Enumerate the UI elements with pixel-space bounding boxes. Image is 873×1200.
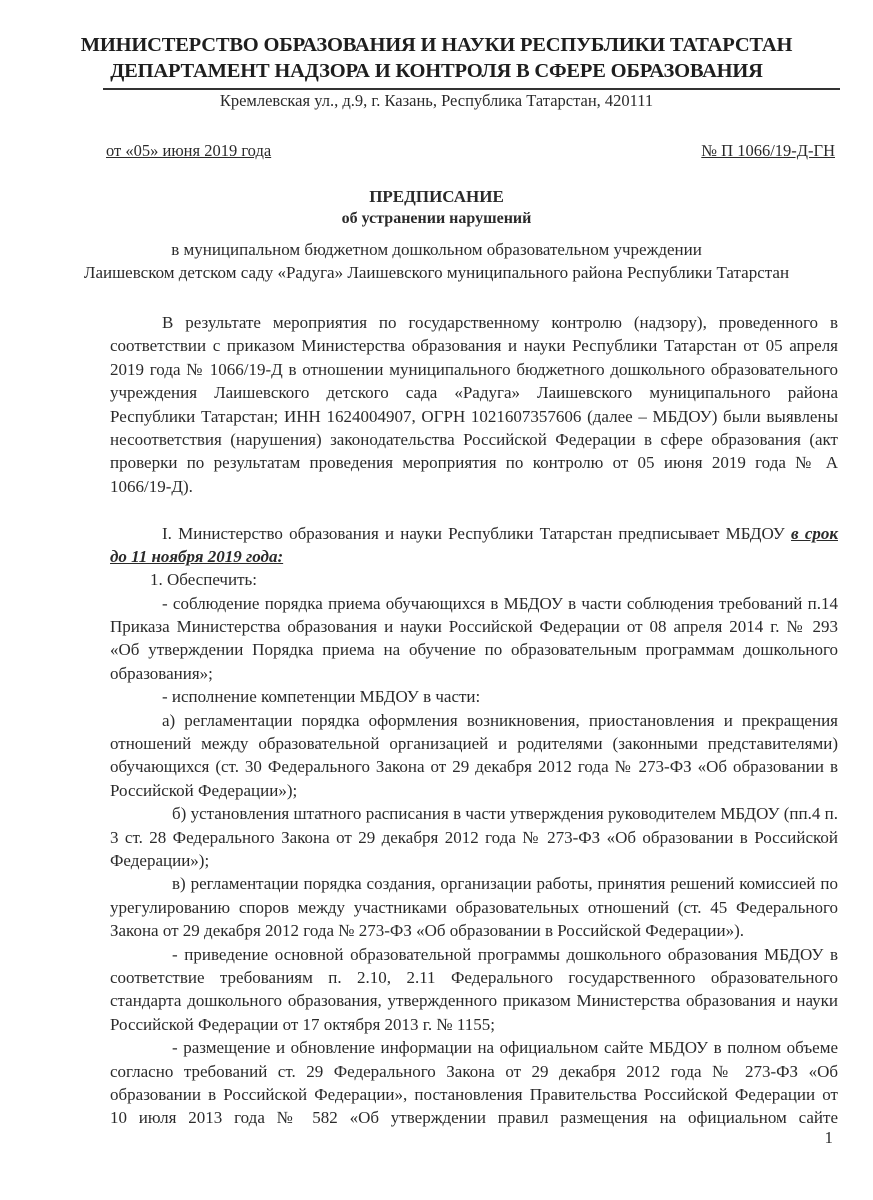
text-line: обучающихся (ст. 30 Федерального Закона от 29 декабря 2012 года № 273-ФЗ «Об образовании в: [110, 757, 838, 777]
text-line: - размещение и обновление информации на официальном сайте МБДОУ в полном объеме: [172, 1038, 838, 1058]
list-item: [110, 592, 838, 686]
ministry-name: МИНИСТЕРСТВО ОБРАЗОВАНИЯ И НАУКИ РЕСПУБЛИКИ ТАТАРСТАН: [80, 34, 793, 56]
text-line: - приведение основной образовательной программы дошкольного образования МБДОУ в: [172, 944, 838, 964]
text-line: соответствие требованиям п. 2.10, 2.11 Федерального государственного образовательного: [110, 967, 838, 987]
list-item: [110, 1036, 838, 1130]
list-item: [110, 872, 838, 942]
list-item: [110, 709, 838, 803]
text-line: отношений между образовательной организацией и родителями (законными представителями): [110, 734, 838, 754]
text-line: 2019 года № 1066/19-Д в отношении муниципального бюджетного дошкольного образовательного: [110, 359, 838, 379]
text-line: в) регламентации порядка создания, организации работы, принятия решений комиссией по: [172, 874, 838, 894]
document-number: № П 1066/19-Д-ГН: [701, 141, 835, 160]
text-line: образования»;: [110, 663, 213, 683]
text-line: В результате мероприятия по государственному контролю (надзору), проведенного в: [162, 313, 838, 332]
list-item: [110, 685, 838, 708]
organization-line-1: в муниципальном бюджетном дошкольном образовательном учреждении: [171, 240, 702, 259]
text-line: б) установления штатного расписания в части утверждения руководителем МБДОУ (пп.4 п.: [172, 804, 838, 824]
text-line: урегулированию споров между участниками образовательных отношений (ст. 45 Федерального: [110, 897, 838, 917]
organization-line-2: Лаишевском детском саду «Радуга» Лаишевского муниципального района Республики Татарстан: [83, 263, 790, 282]
text-line: Российской Федерации»);: [110, 780, 298, 800]
text-line: проверки по результатам проведения мероприятия по контролю от 05 июня 2019 года № А: [110, 453, 838, 473]
section-1-lead: I. Министерство образования и науки Республики Татарстан предписывает МБДОУ: [162, 523, 785, 543]
text-line: соответствии с приказом Министерства образования и науки Республики Татарстан от 05 апреля: [110, 336, 838, 356]
text-line: а) регламентации порядка оформления возникновения, приостановления и прекращения: [162, 710, 838, 730]
page-number: 1: [824, 1128, 833, 1147]
text-line: стандарта дошкольного образования, утвержденного приказом Министерства образования и науки: [110, 991, 838, 1011]
text-line: Российской Федерации от 17 октября 2013 г. № 1155;: [110, 1014, 495, 1034]
text-line: согласно требований ст. 29 Федерального Закона от 29 декабря 2012 года № 273-ФЗ «Об: [110, 1061, 838, 1081]
text-line: образовании в Российской Федерации», постановления Правительства Российской Федерации от: [110, 1084, 838, 1104]
list-item: [110, 568, 838, 591]
text-line: 1. Обеспечить:: [150, 570, 257, 590]
document-body: [110, 311, 838, 1130]
document-title: ПРЕДПИСАНИЕ: [369, 187, 504, 206]
text-line: [110, 545, 838, 568]
department-name: ДЕПАРТАМЕНТ НАДЗОРА И КОНТРОЛЯ В СФЕРЕ ОБРАЗОВАНИЯ: [110, 60, 763, 82]
text-line: 10 июля 2013 года № 582 «Об утверждении правил размещения на официальном сайте: [110, 1108, 838, 1128]
deadline-part-1: в срок: [791, 523, 838, 543]
text-line: «Об утверждении Порядка приема на обучение по образовательным программам дошкольного: [110, 640, 838, 660]
header-divider: [103, 88, 840, 90]
text-line: Приказа Министерства образования и науки Российской Федерации от 08 апреля 2014 г. № 293: [110, 617, 838, 637]
address: Кремлевская ул., д.9, г. Казань, Республика Татарстан, 420111: [219, 91, 654, 110]
list-item: [110, 802, 838, 872]
text-line: Закона от 29 декабря 2012 года № 273-ФЗ «Об образовании в Российской Федерации»).: [110, 921, 744, 941]
text-line: 3 ст. 28 Федерального Закона от 29 декабря 2012 года № 273-ФЗ «Об образовании в Российской: [110, 827, 838, 847]
deadline-part-2: до 11 ноября 2019 года:: [110, 546, 284, 566]
text-line: - соблюдение порядка приема обучающихся в МБДОУ в части соблюдения требований п.14: [162, 593, 838, 613]
text-line: Республики Татарстан; ИНН 1624004907, ОГРН 1021607357606 (далее – МБДОУ) были выявлены: [110, 406, 838, 426]
text-line: Федерации»);: [110, 850, 210, 870]
document-date: от «05» июня 2019 года: [106, 141, 272, 160]
text-line: [110, 522, 838, 545]
text-line: 1066/19-Д).: [110, 476, 193, 496]
section-1-paragraph: [110, 522, 838, 569]
document-subtitle: об устранении нарушений: [341, 210, 532, 227]
text-line: несоответствия (нарушения) законодательства Российской Федерации в сфере образования (акт: [110, 429, 838, 449]
list-item: [110, 943, 838, 1037]
text-line: учреждения Лаишевского детского сада «Радуга» Лаишевского муниципального района: [110, 383, 838, 403]
requirements-list: [110, 568, 838, 1129]
text-line: - исполнение компетенции МБДОУ в части:: [162, 687, 481, 707]
intro-paragraph: [110, 311, 838, 498]
